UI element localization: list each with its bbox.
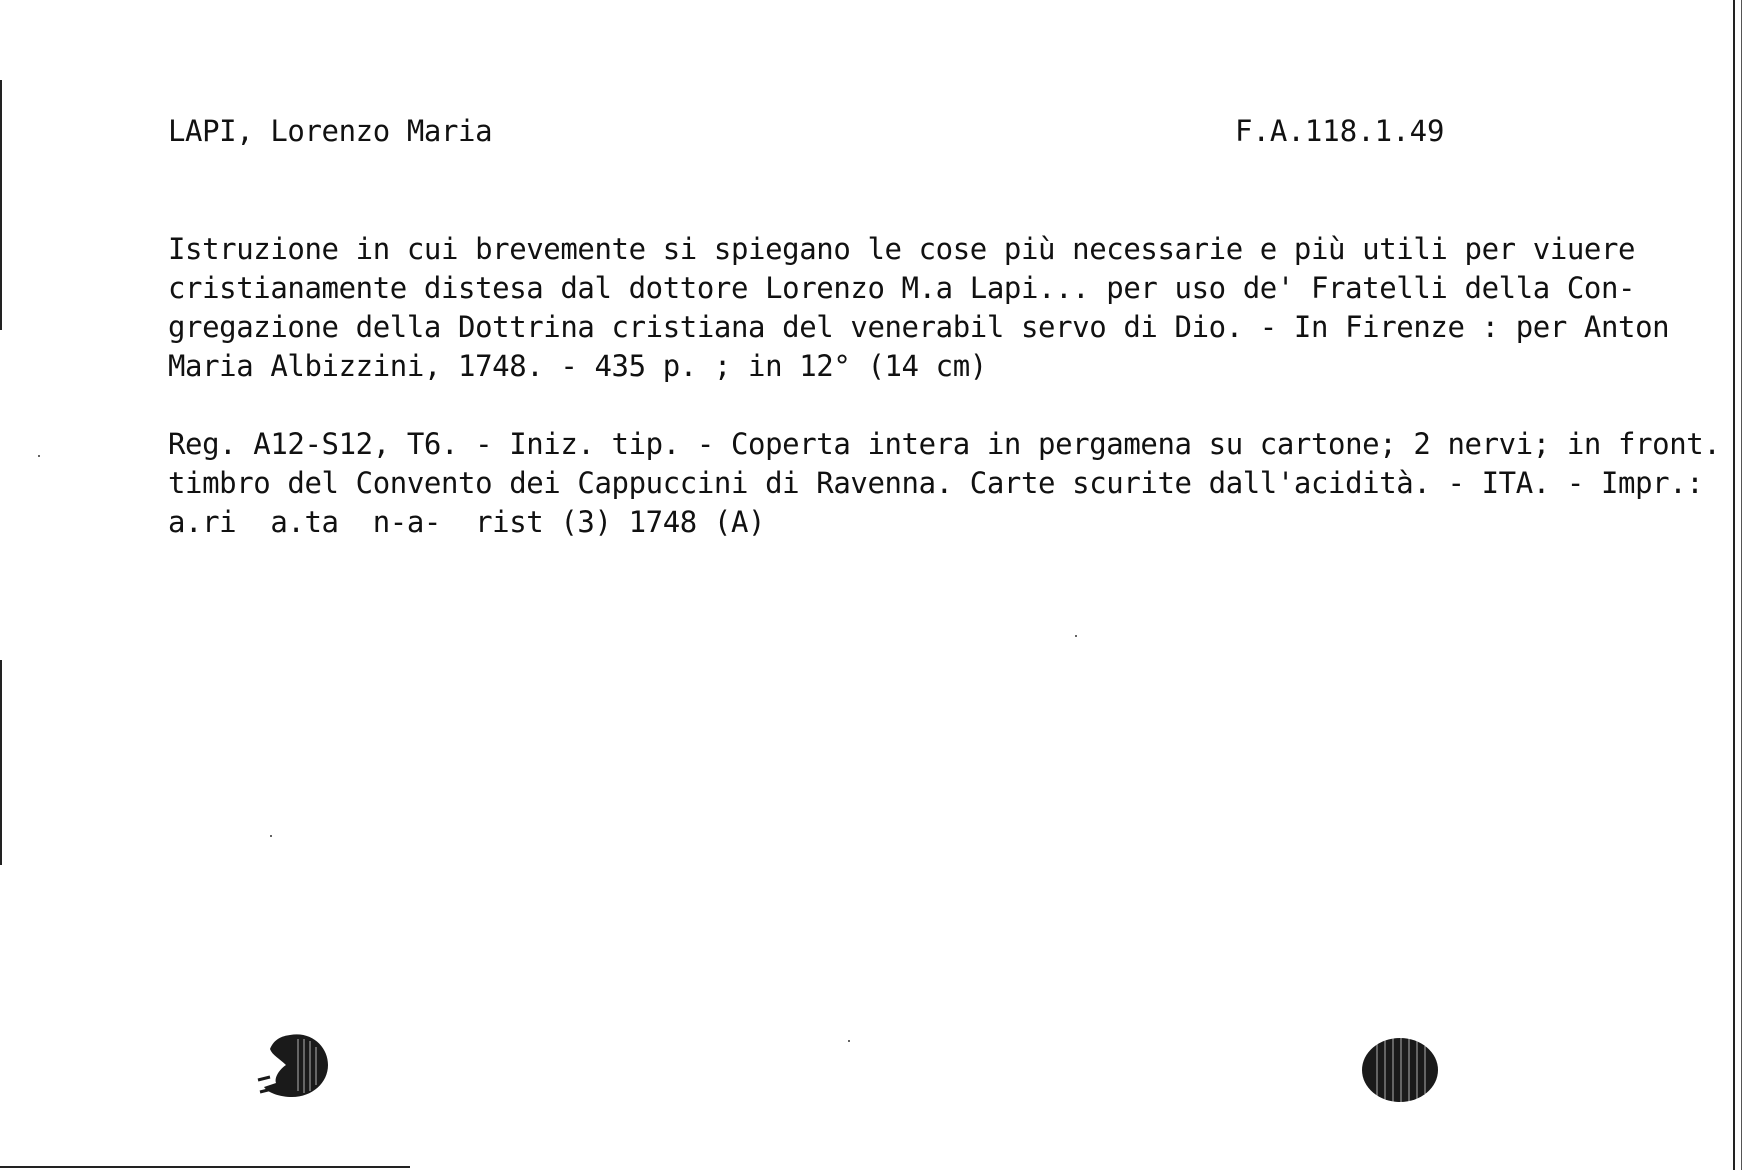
shelfmark: F.A.118.1.49 [1235,114,1445,148]
author-heading: LAPI, Lorenzo Maria [168,114,493,148]
scan-speck [1075,635,1077,637]
card-right-edge [1733,0,1742,1170]
card-bottom-edge [0,1166,410,1168]
description-line: Istruzione in cui brevemente si spiegano le cose più necessarie e più utili per viuere [168,232,1636,266]
scan-speck [270,835,272,837]
description-line: cristianamente distesa dal dottore Lorenzo M.a Lapi... per uso de' Fratelli della Con- [168,271,1636,305]
notes-line: Reg. A12-S12, T6. - Iniz. tip. - Coperta intera in pergamena su cartone; 2 nervi; in front. [168,427,1721,461]
description-line: gregazione della Dottrina cristiana del venerabil servo di Dio. - In Firenze : per Anton [168,310,1670,344]
binding-hole-icon [250,1025,340,1105]
scan-speck [38,455,40,457]
scan-speck [848,1040,850,1042]
notes-line: a.ri a.ta n-a- rist (3) 1748 (A) [168,505,766,539]
binding-hole-icon [1355,1030,1445,1110]
description-line: Maria Albizzini, 1748. - 435 p. ; in 12° (14 cm) [168,349,987,383]
notes-line: timbro del Convento dei Cappuccini di Ravenna. Carte scurite dall'acidità. - ITA. - Impr.: [168,466,1704,500]
card-left-edge [0,660,2,865]
card-left-edge [0,80,2,330]
